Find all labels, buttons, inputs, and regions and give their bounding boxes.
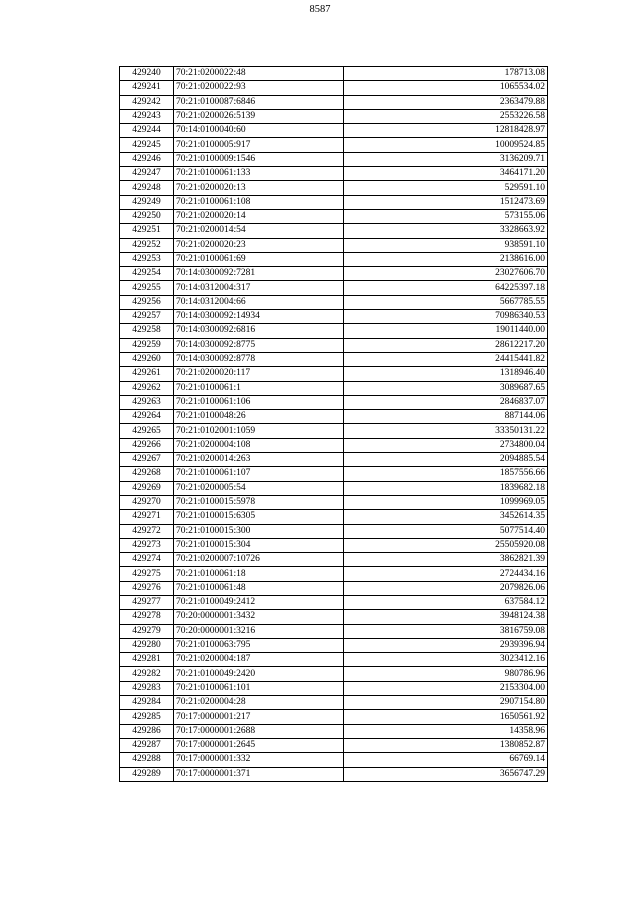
table-row xyxy=(120,324,548,338)
cadastral-value-cell: 2724434.16 xyxy=(344,567,548,581)
cadastral-number-cell: 70:14:0312004:317 xyxy=(174,281,344,295)
cadastral-value-cell: 980786.96 xyxy=(344,667,548,681)
cadastral-number-cell: 70:21:0100015:300 xyxy=(174,524,344,538)
row-number-cell: 429287 xyxy=(120,738,174,752)
row-number-cell: 429286 xyxy=(120,724,174,738)
cadastral-number-cell: 70:17:0000001:2645 xyxy=(174,738,344,752)
row-number-cell: 429254 xyxy=(120,267,174,281)
row-number-cell: 429279 xyxy=(120,624,174,638)
cadastral-number-cell: 70:17:0000001:2688 xyxy=(174,724,344,738)
cadastral-number-cell: 70:14:0300092:6816 xyxy=(174,324,344,338)
row-number-cell: 429242 xyxy=(120,95,174,109)
row-number-cell: 429265 xyxy=(120,424,174,438)
cadastral-value-cell: 2363479.88 xyxy=(344,95,548,109)
table-row xyxy=(120,710,548,724)
row-number-cell: 429274 xyxy=(120,553,174,567)
cadastral-value-cell: 573155.06 xyxy=(344,209,548,223)
cadastral-number-cell: 70:21:0100063:795 xyxy=(174,638,344,652)
table-row xyxy=(120,295,548,309)
table-row xyxy=(120,238,548,252)
cadastral-value-cell: 2939396.94 xyxy=(344,638,548,652)
cadastral-number-cell: 70:21:0100049:2412 xyxy=(174,595,344,609)
cadastral-value-cell: 5077514.40 xyxy=(344,524,548,538)
cadastral-value-cell: 3656747.29 xyxy=(344,767,548,781)
cadastral-number-cell: 70:21:0100061:101 xyxy=(174,681,344,695)
page-number: 8587 xyxy=(309,4,331,15)
cadastral-value-cell: 3948124.38 xyxy=(344,610,548,624)
cadastral-number-cell: 70:21:0200007:10726 xyxy=(174,553,344,567)
cadastral-value-cell: 12818428.97 xyxy=(344,124,548,138)
row-number-cell: 429268 xyxy=(120,467,174,481)
cadastral-number-cell: 70:21:0100049:2420 xyxy=(174,667,344,681)
cadastral-number-cell: 70:21:0200020:117 xyxy=(174,367,344,381)
cadastral-value-cell: 3452614.35 xyxy=(344,510,548,524)
row-number-cell: 429288 xyxy=(120,753,174,767)
row-number-cell: 429244 xyxy=(120,124,174,138)
table-row xyxy=(120,281,548,295)
cadastral-value-cell: 1839682.18 xyxy=(344,481,548,495)
table-row xyxy=(120,81,548,95)
cadastral-number-cell: 70:21:0200020:13 xyxy=(174,181,344,195)
table-row xyxy=(120,167,548,181)
cadastral-value-cell: 3464171.20 xyxy=(344,167,548,181)
table-row xyxy=(120,638,548,652)
cadastral-value-cell: 1099969.05 xyxy=(344,495,548,509)
table-row xyxy=(120,352,548,366)
cadastral-number-cell: 70:21:0100015:6305 xyxy=(174,510,344,524)
cadastral-number-cell: 70:21:0200020:14 xyxy=(174,209,344,223)
row-number-cell: 429285 xyxy=(120,710,174,724)
cadastral-value-cell: 3862821.39 xyxy=(344,553,548,567)
row-number-cell: 429272 xyxy=(120,524,174,538)
cadastral-value-cell: 2734800.04 xyxy=(344,438,548,452)
table-row xyxy=(120,367,548,381)
cadastral-value-cell: 887144.06 xyxy=(344,410,548,424)
cadastral-value-cell: 2907154.80 xyxy=(344,696,548,710)
table-row xyxy=(120,467,548,481)
cadastral-value-cell: 2138616.00 xyxy=(344,252,548,266)
table-row xyxy=(120,696,548,710)
table-row xyxy=(120,610,548,624)
table-row xyxy=(120,138,548,152)
row-number-cell: 429252 xyxy=(120,238,174,252)
table-row xyxy=(120,681,548,695)
cadastral-value-cell: 1065534.02 xyxy=(344,81,548,95)
table-row xyxy=(120,438,548,452)
row-number-cell: 429256 xyxy=(120,295,174,309)
cadastral-number-cell: 70:21:0100015:5978 xyxy=(174,495,344,509)
table-row xyxy=(120,209,548,223)
cadastral-value-cell: 70986340.53 xyxy=(344,310,548,324)
cadastral-number-cell: 70:21:0100061:108 xyxy=(174,195,344,209)
row-number-cell: 429251 xyxy=(120,224,174,238)
table-row xyxy=(120,152,548,166)
cadastral-number-cell: 70:21:0100048:26 xyxy=(174,410,344,424)
cadastral-number-cell: 70:14:0300092:8778 xyxy=(174,352,344,366)
cadastral-value-cell: 2079826.06 xyxy=(344,581,548,595)
cadastral-number-cell: 70:21:0200004:108 xyxy=(174,438,344,452)
cadastral-value-cell: 3328663.92 xyxy=(344,224,548,238)
cadastral-number-cell: 70:17:0000001:332 xyxy=(174,753,344,767)
cadastral-number-cell: 70:17:0000001:217 xyxy=(174,710,344,724)
row-number-cell: 429280 xyxy=(120,638,174,652)
table-row xyxy=(120,753,548,767)
row-number-cell: 429259 xyxy=(120,338,174,352)
row-number-cell: 429276 xyxy=(120,581,174,595)
cadastral-value-cell: 66769.14 xyxy=(344,753,548,767)
cadastral-number-cell: 70:14:0100040:60 xyxy=(174,124,344,138)
cadastral-number-cell: 70:21:0200004:187 xyxy=(174,653,344,667)
table-row xyxy=(120,510,548,524)
cadastral-value-cell: 25505920.08 xyxy=(344,538,548,552)
cadastral-value-cell: 19011440.00 xyxy=(344,324,548,338)
row-number-cell: 429245 xyxy=(120,138,174,152)
cadastral-value-cell: 637584.12 xyxy=(344,595,548,609)
cadastral-value-cell: 2553226.58 xyxy=(344,109,548,123)
table-row xyxy=(120,624,548,638)
cadastral-number-cell: 70:21:0200022:48 xyxy=(174,67,344,81)
cadastral-value-cell: 10009524.85 xyxy=(344,138,548,152)
row-number-cell: 429267 xyxy=(120,453,174,467)
cadastral-value-cell: 1512473.69 xyxy=(344,195,548,209)
row-number-cell: 429281 xyxy=(120,653,174,667)
table-row xyxy=(120,567,548,581)
cadastral-number-cell: 70:21:0100061:1 xyxy=(174,381,344,395)
row-number-cell: 429257 xyxy=(120,310,174,324)
table-row xyxy=(120,338,548,352)
row-number-cell: 429289 xyxy=(120,767,174,781)
row-number-cell: 429249 xyxy=(120,195,174,209)
cadastral-number-cell: 70:21:0200014:263 xyxy=(174,453,344,467)
cadastral-value-cell: 2153304.00 xyxy=(344,681,548,695)
row-number-cell: 429278 xyxy=(120,610,174,624)
cadastral-number-cell: 70:20:0000001:3432 xyxy=(174,610,344,624)
cadastral-number-cell: 70:21:0100005:917 xyxy=(174,138,344,152)
table-row xyxy=(120,267,548,281)
table-row xyxy=(120,724,548,738)
cadastral-value-cell: 938591.10 xyxy=(344,238,548,252)
row-number-cell: 429247 xyxy=(120,167,174,181)
row-number-cell: 429260 xyxy=(120,352,174,366)
row-number-cell: 429282 xyxy=(120,667,174,681)
cadastral-number-cell: 70:14:0312004:66 xyxy=(174,295,344,309)
cadastral-number-cell: 70:14:0300092:7281 xyxy=(174,267,344,281)
cadastral-value-cell: 3816759.08 xyxy=(344,624,548,638)
cadastral-value-cell: 2094885.54 xyxy=(344,453,548,467)
cadastral-number-cell: 70:20:0000001:3216 xyxy=(174,624,344,638)
row-number-cell: 429258 xyxy=(120,324,174,338)
table-row xyxy=(120,410,548,424)
row-number-cell: 429271 xyxy=(120,510,174,524)
cadastral-value-cell: 3136209.71 xyxy=(344,152,548,166)
cadastral-number-cell: 70:21:0200026:5139 xyxy=(174,109,344,123)
cadastral-number-cell: 70:21:0100061:107 xyxy=(174,467,344,481)
table-body xyxy=(120,67,548,782)
cadastral-number-cell: 70:21:0100015:304 xyxy=(174,538,344,552)
cadastral-number-cell: 70:21:0100061:106 xyxy=(174,395,344,409)
cadastral-number-cell: 70:21:0100061:18 xyxy=(174,567,344,581)
table-row xyxy=(120,495,548,509)
row-number-cell: 429240 xyxy=(120,67,174,81)
row-number-cell: 429261 xyxy=(120,367,174,381)
cadastral-value-cell: 529591.10 xyxy=(344,181,548,195)
table-row xyxy=(120,381,548,395)
cadastral-number-cell: 70:21:0100061:48 xyxy=(174,581,344,595)
row-number-cell: 429275 xyxy=(120,567,174,581)
table-row xyxy=(120,181,548,195)
cadastral-value-cell: 3023412.16 xyxy=(344,653,548,667)
cadastral-value-cell: 5667785.55 xyxy=(344,295,548,309)
row-number-cell: 429243 xyxy=(120,109,174,123)
table-row xyxy=(120,524,548,538)
row-number-cell: 429277 xyxy=(120,595,174,609)
table-row xyxy=(120,581,548,595)
cadastral-value-cell: 28612217.20 xyxy=(344,338,548,352)
table-row xyxy=(120,738,548,752)
table-row xyxy=(120,653,548,667)
table-row xyxy=(120,95,548,109)
table-row xyxy=(120,538,548,552)
cadastral-number-cell: 70:21:0100061:133 xyxy=(174,167,344,181)
row-number-cell: 429262 xyxy=(120,381,174,395)
table-row xyxy=(120,767,548,781)
table-row xyxy=(120,310,548,324)
table-row xyxy=(120,595,548,609)
cadastral-number-cell: 70:21:0100009:1546 xyxy=(174,152,344,166)
row-number-cell: 429246 xyxy=(120,152,174,166)
table-row xyxy=(120,453,548,467)
cadastral-value-cell: 2846837.07 xyxy=(344,395,548,409)
cadastral-value-cell: 24415441.82 xyxy=(344,352,548,366)
row-number-cell: 429250 xyxy=(120,209,174,223)
table-row xyxy=(120,224,548,238)
row-number-cell: 429283 xyxy=(120,681,174,695)
row-number-cell: 429248 xyxy=(120,181,174,195)
cadastral-number-cell: 70:21:0200005:54 xyxy=(174,481,344,495)
row-number-cell: 429273 xyxy=(120,538,174,552)
row-number-cell: 429284 xyxy=(120,696,174,710)
table-row xyxy=(120,667,548,681)
cadastral-number-cell: 70:21:0200020:23 xyxy=(174,238,344,252)
table-row xyxy=(120,67,548,81)
cadastral-number-cell: 70:21:0100087:6846 xyxy=(174,95,344,109)
cadastral-value-cell: 33350131.22 xyxy=(344,424,548,438)
row-number-cell: 429266 xyxy=(120,438,174,452)
row-number-cell: 429255 xyxy=(120,281,174,295)
cadastral-value-cell: 1857556.66 xyxy=(344,467,548,481)
table-row xyxy=(120,481,548,495)
row-number-cell: 429269 xyxy=(120,481,174,495)
row-number-cell: 429253 xyxy=(120,252,174,266)
cadastral-number-cell: 70:21:0200004:28 xyxy=(174,696,344,710)
cadastral-value-table xyxy=(119,66,548,782)
cadastral-value-cell: 64225397.18 xyxy=(344,281,548,295)
row-number-cell: 429264 xyxy=(120,410,174,424)
cadastral-value-cell: 23027606.70 xyxy=(344,267,548,281)
cadastral-value-cell: 1318946.40 xyxy=(344,367,548,381)
row-number-cell: 429241 xyxy=(120,81,174,95)
table-row xyxy=(120,195,548,209)
cadastral-number-cell: 70:21:0102001:1059 xyxy=(174,424,344,438)
cadastral-number-cell: 70:21:0100061:69 xyxy=(174,252,344,266)
table-row xyxy=(120,252,548,266)
table-row xyxy=(120,395,548,409)
table-row xyxy=(120,424,548,438)
cadastral-number-cell: 70:21:0200014:54 xyxy=(174,224,344,238)
cadastral-value-cell: 3089687.65 xyxy=(344,381,548,395)
cadastral-number-cell: 70:17:0000001:371 xyxy=(174,767,344,781)
cadastral-number-cell: 70:14:0300092:14934 xyxy=(174,310,344,324)
cadastral-value-cell: 1380852.87 xyxy=(344,738,548,752)
table-row xyxy=(120,553,548,567)
table-row xyxy=(120,124,548,138)
cadastral-number-cell: 70:21:0200022:93 xyxy=(174,81,344,95)
cadastral-value-cell: 178713.08 xyxy=(344,67,548,81)
cadastral-number-cell: 70:14:0300092:8775 xyxy=(174,338,344,352)
cadastral-value-cell: 14358.96 xyxy=(344,724,548,738)
cadastral-value-cell: 1650561.92 xyxy=(344,710,548,724)
row-number-cell: 429270 xyxy=(120,495,174,509)
row-number-cell: 429263 xyxy=(120,395,174,409)
table-row xyxy=(120,109,548,123)
